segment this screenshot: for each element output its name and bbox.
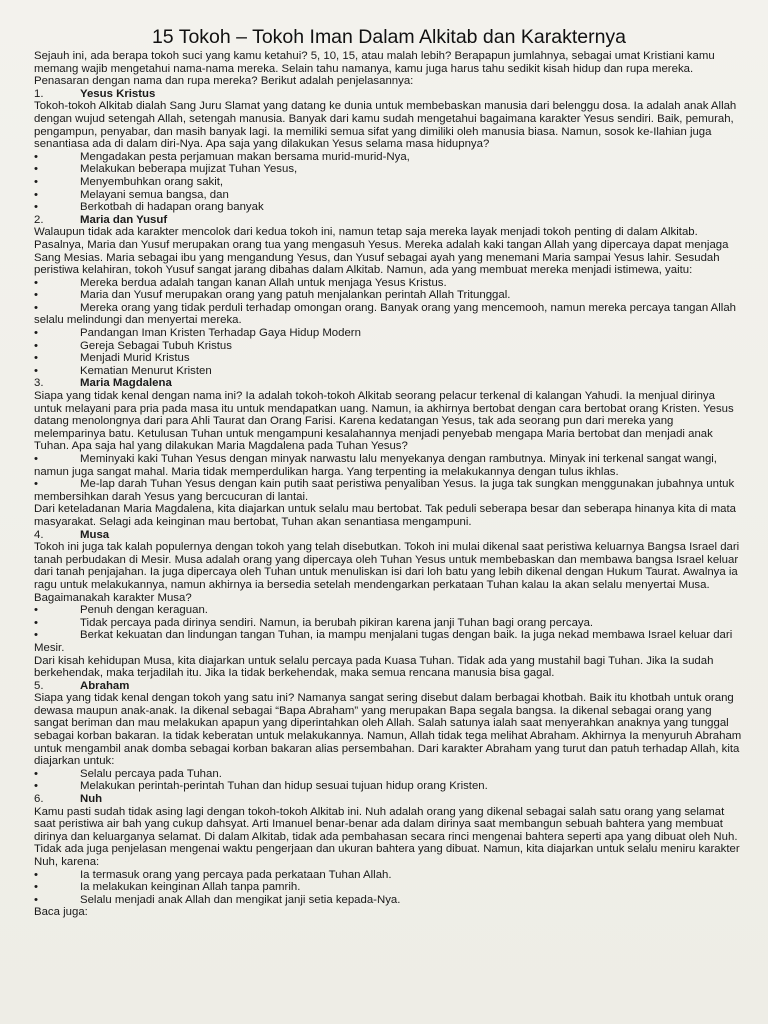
- bullet-item: [34, 478, 744, 503]
- section-paragraph: Walaupun tidak ada karakter mencolok dari kedua tokoh ini, namun tetap saja mereka layak menjadi tokoh penting di dalam Alkitab. Pasalnya, Maria dan Yusuf merupakan orang tua yang mengasuh Yesus. Mereka adalah kaki tangan Allah yang dipercaya dapat menjaga Sang Mesias. Maria sebagai ibu yang mengandung Yesus, dan Yusuf sebagai ayah yang menemani Maria sampai Yesus lahir. Sesudah peristiwa kelahiran, tokoh Yusuf sangat jarang dibahas dalam Alkitab. Namun, ada yang membuat mereka menjadi istimewa, yaitu:: [34, 226, 729, 277]
- bullet-icon: •: [34, 881, 38, 894]
- bullet-icon: •: [34, 604, 38, 617]
- bullet-item: [34, 365, 744, 378]
- bullet-text: Maria dan Yusuf merupakan orang yang patuh menjalankan perintah Allah Tritunggal.: [80, 289, 511, 302]
- bullet-text: Meminyaki kaki Tuhan Yesus dengan minyak narwastu lalu menyekanya dengan rambutnya. Minyak ini terkenal sangat wangi, namun juga sangat mahal. Maria tidak memperdulikan harga. Yang terpenting ia melakukannya dengan tulus ikhlas.: [34, 453, 717, 478]
- section-paragraph: Kamu pasti sudah tidak asing lagi dengan tokoh-tokoh Alkitab ini. Nuh adalah orang yang dikenal sebagai salah satu orang yang selamat saat peristiwa air bah yang cukup dahsyat. Arti Imanuel benar-benar ada dalam dirinya saat membangun sebuah bahtera yang membuat dirinya dan keluarganya selamat. Di dalam Alkitab, tidak ada pembahasan secara rinci mengenai bahtera seperti apa yang dibuat oleh Nuh. Tidak ada juga penjelasan mengenai waktu pengerjaan dan ukuran bahtera yang dibuat. Namun, kita diajarkan untuk selalu meniru karakter Nuh, karena:: [34, 805, 740, 868]
- bullet-icon: •: [34, 478, 38, 491]
- bullet-text: Tidak percaya pada dirinya sendiri. Namun, ia berubah pikiran karena janji Tuhan bagi orang percaya.: [80, 616, 594, 629]
- footer-text: Baca juga:: [34, 906, 88, 919]
- bullet-item: [34, 881, 744, 894]
- section-title: Yesus Kristus: [80, 87, 156, 100]
- section-paragraph: Dari kisah kehidupan Musa, kita diajarkan untuk selalu percaya pada Kuasa Tuhan. Tidak ada yang mustahil bagi Tuhan. Jika Ia sudah berkehendak, maka terjadilah itu. Jika Ia tidak berkehendak, maka semua rencana manusia bisa gagal.: [34, 654, 714, 680]
- section-paragraph: Dari keteladanan Maria Magdalena, kita diajarkan untuk selalu mau bertobat. Tak peduli seberapa besar dan seberapa hinanya kita di mata masyarakat. Selagi ada keinginan mau bertobat, Tuhan akan senantiasa mengampuni.: [34, 503, 737, 528]
- bullet-icon: •: [34, 188, 38, 201]
- bullet-item: [34, 453, 744, 478]
- bullet-item: [34, 352, 744, 365]
- bullet-text: Melakukan perintah-perintah Tuhan dan hidup sesuai tujuan hidup orang Kristen.: [80, 780, 488, 793]
- intro-paragraph: Sejauh ini, ada berapa tokoh suci yang kamu ketahui? 5, 10, 15, atau malah lebih? Berapapun jumlahnya, sebagai umat Kristiani kamu memang wajib mengetahui nama-nama mereka. Selain tahu namanya, kamu juga harus tahu sedikit kisah hidup dan rupa mereka. Penasaran dengan nama dan rupa mereka? Berikut adalah penjelasannya:: [34, 50, 715, 88]
- section-paragraph: Siapa yang tidak kenal dengan tokoh yang satu ini? Namanya sangat sering disebut dalam berbagai khotbah. Baik itu khotbah untuk orang dewasa maupun anak-anak. Ia dikenal sebagai “Bapa Abraham” yang merupakan Bapa segala bangsa. Ia dikenal sebagai orang yang sangat beriman dan mau melakukan apapun yang diperintahkan oleh Allah. Salah satunya ialah saat menyerahkan anaknya yang tunggal sebagai korban bakaran. Ia tidak keberatan untuk melakukannya. Namun, Allah tidak tega melihat Abraham. Akhirnya Ia menyuruh Abraham untuk mengambil anak domba sebagai korban bakaran alias persembahan. Dari karakter Abraham yang turut dan patuh terhadap Allah, kita diajarkan untuk:: [34, 692, 742, 768]
- bullet-text: Ia melakukan keinginan Allah tanpa pamrih.: [80, 881, 301, 894]
- bullet-item: [34, 176, 744, 189]
- bullet-icon: •: [34, 893, 38, 906]
- section-title: Maria Magdalena: [80, 377, 172, 390]
- bullet-item: [34, 201, 744, 214]
- bullet-text: Melayani semua bangsa, dan: [80, 188, 229, 201]
- section-number: 2.: [34, 213, 44, 226]
- bullet-text: Selalu percaya pada Tuhan.: [80, 767, 222, 780]
- bullet-icon: •: [34, 453, 38, 465]
- bullet-text: Me-lap darah Tuhan Yesus dengan kain putih saat peristiwa penyaliban Yesus. Ia juga tak sungkan menggunakan jubahnya untuk membersihkan darah Yesus yang bercucuran di lantai.: [34, 478, 735, 503]
- bullet-item: [34, 289, 744, 302]
- bullet-icon: •: [34, 629, 38, 642]
- bullet-text: Ia termasuk orang yang percaya pada perkataan Tuhan Allah.: [80, 868, 392, 881]
- bullet-icon: •: [34, 364, 38, 377]
- bullet-item: [34, 151, 744, 164]
- section-paragraph: Tokoh ini juga tak kalah populernya dengan tokoh yang telah disebutkan. Tokoh ini mulai dikenal saat peristiwa keluarnya Bangsa Israel dari tanah perbudakan di Mesir. Musa adalah orang yang dipercaya oleh Tuhan Yesus untuk membebaskan dan membawa bangsa Israel keluar dari tanah penjajahan. Ia juga dipercaya oleh Tuhan untuk menuliskan isi dari loh batu yang lebih dikenal dengan Hukum Taurat. Awalnya ia ragu untuk melakukannya, namun akhirnya ia bersedia setelah mendengarkan perkataan Tuhan kalau Ia akan selalu menyertai Musa. Bagaimanakah karakter Musa?: [34, 541, 740, 604]
- bullet-text: Mengadakan pesta perjamuan makan bersama murid-murid-Nya,: [80, 150, 410, 163]
- sections-container: [34, 88, 744, 907]
- bullet-item: [34, 302, 744, 327]
- section-number: 5.: [34, 679, 44, 692]
- bullet-item: [34, 768, 744, 781]
- bullet-item: [34, 780, 744, 793]
- bullet-text: Menyembuhkan orang sakit,: [80, 175, 224, 188]
- bullet-item: [34, 189, 744, 202]
- bullet-icon: •: [34, 175, 38, 188]
- section-number: 6.: [34, 793, 44, 806]
- bullet-text: Kematian Menurut Kristen: [80, 364, 212, 377]
- bullet-item: [34, 629, 744, 654]
- bullet-text: Selalu menjadi anak Allah dan mengikat janji setia kepada-Nya.: [80, 893, 401, 906]
- section-title: Abraham: [80, 679, 130, 692]
- section-heading: [34, 377, 744, 390]
- bullet-item: [34, 163, 744, 176]
- bullet-icon: •: [34, 868, 38, 881]
- bullet-icon: •: [34, 276, 38, 289]
- page-title: 15 Tokoh – Tokoh Iman Dalam Alkitab dan Karakternya: [151, 26, 627, 48]
- section-paragraph: Siapa yang tidak kenal dengan nama ini? Ia adalah tokoh-tokoh Alkitab seorang pelacur terkenal di kalangan Yahudi. Ia menjual dirinya untuk melayani para pria pada masa itu untuk mendapatkan uang. Namun, ia akhirnya bertobat dengan cara bertobat orang Kristen. Yesus datang menolongnya dari para Ahli Taurat dan Orang Farisi. Karena kedatangan Yesus, tak ada seorang pun dari mereka yang melemparinya batu. Ketulusan Tuhan untuk mengampuni kesalahannya menjadi penyebab mengapa Maria bertobat dan menjadi anak Tuhan. Apa saja hal yang dilakukan Maria Magdalena pada Tuhan Yesus?: [34, 390, 734, 453]
- bullet-item: [34, 340, 744, 353]
- bullet-item: [34, 894, 744, 907]
- bullet-text: Melakukan beberapa mujizat Tuhan Yesus,: [80, 163, 298, 176]
- section-number: 4.: [34, 528, 44, 541]
- section-title: Maria dan Yusuf: [80, 213, 168, 226]
- bullet-text: Menjadi Murid Kristus: [80, 352, 190, 365]
- section-heading: [34, 529, 744, 542]
- bullet-icon: •: [34, 780, 38, 793]
- bullet-item: [34, 327, 744, 340]
- bullet-item: [34, 277, 744, 290]
- section-heading: [34, 680, 744, 693]
- bullet-icon: •: [34, 289, 38, 302]
- section-heading: [34, 88, 744, 101]
- bullet-icon: •: [34, 339, 38, 352]
- bullet-icon: •: [34, 163, 38, 176]
- bullet-icon: •: [34, 201, 38, 214]
- bullet-text: Gereja Sebagai Tubuh Kristus: [80, 339, 232, 352]
- bullet-icon: •: [34, 767, 38, 780]
- bullet-icon: •: [34, 352, 38, 365]
- bullet-icon: •: [34, 327, 38, 340]
- bullet-text: Mereka berdua adalah tangan kanan Allah untuk menjaga Yesus Kristus.: [80, 276, 447, 289]
- bullet-item: [34, 604, 744, 617]
- bullet-text: Pandangan Iman Kristen Terhadap Gaya Hidup Modern: [80, 327, 361, 340]
- bullet-icon: •: [34, 150, 38, 163]
- bullet-text: Berkotbah di hadapan orang banyak: [80, 201, 264, 214]
- section-heading: [34, 214, 744, 227]
- bullet-text: Mereka orang yang tidak perduli terhadap omongan orang. Banyak orang yang mencemooh, namun mereka percaya tangan Allah selalu melindungi dan menyertai mereka.: [34, 301, 737, 327]
- section-title: Nuh: [80, 793, 103, 806]
- bullet-text: Penuh dengan keraguan.: [80, 604, 208, 617]
- section-heading: [34, 793, 744, 806]
- bullet-text: Berkat kekuatan dan lindungan tangan Tuhan, ia mampu menjalani tugas dengan baik. Ia juga nekad membawa Israel keluar dari Mesir.: [34, 629, 733, 654]
- bullet-item: [34, 869, 744, 882]
- section-title: Musa: [80, 528, 110, 541]
- section-number: 3.: [34, 377, 44, 390]
- section-number: 1.: [34, 87, 44, 100]
- bullet-icon: •: [34, 616, 38, 629]
- section-paragraph: Tokoh-tokoh Alkitab dialah Sang Juru Slamat yang datang ke dunia untuk membebaskan manusia dari belenggu dosa. Ia adalah anak Allah dengan wujud setengah Allah, setengah manusia. Banyak dari kamu sudah mengetahui bagaimana karakter Yesus sendiri. Baik, pemurah, pengampun, penyabar, dan masih banyak lagi. Ia memiliki semua sifat yang dimiliki oleh manusia biasa. Namun, sosok ke-Ilahian juga senantiasa ada di dalam diri-Nya. Apa saja yang dilakukan Yesus selama masa hidupnya?: [34, 100, 737, 151]
- bullet-item: [34, 617, 744, 630]
- bullet-icon: •: [34, 301, 38, 314]
